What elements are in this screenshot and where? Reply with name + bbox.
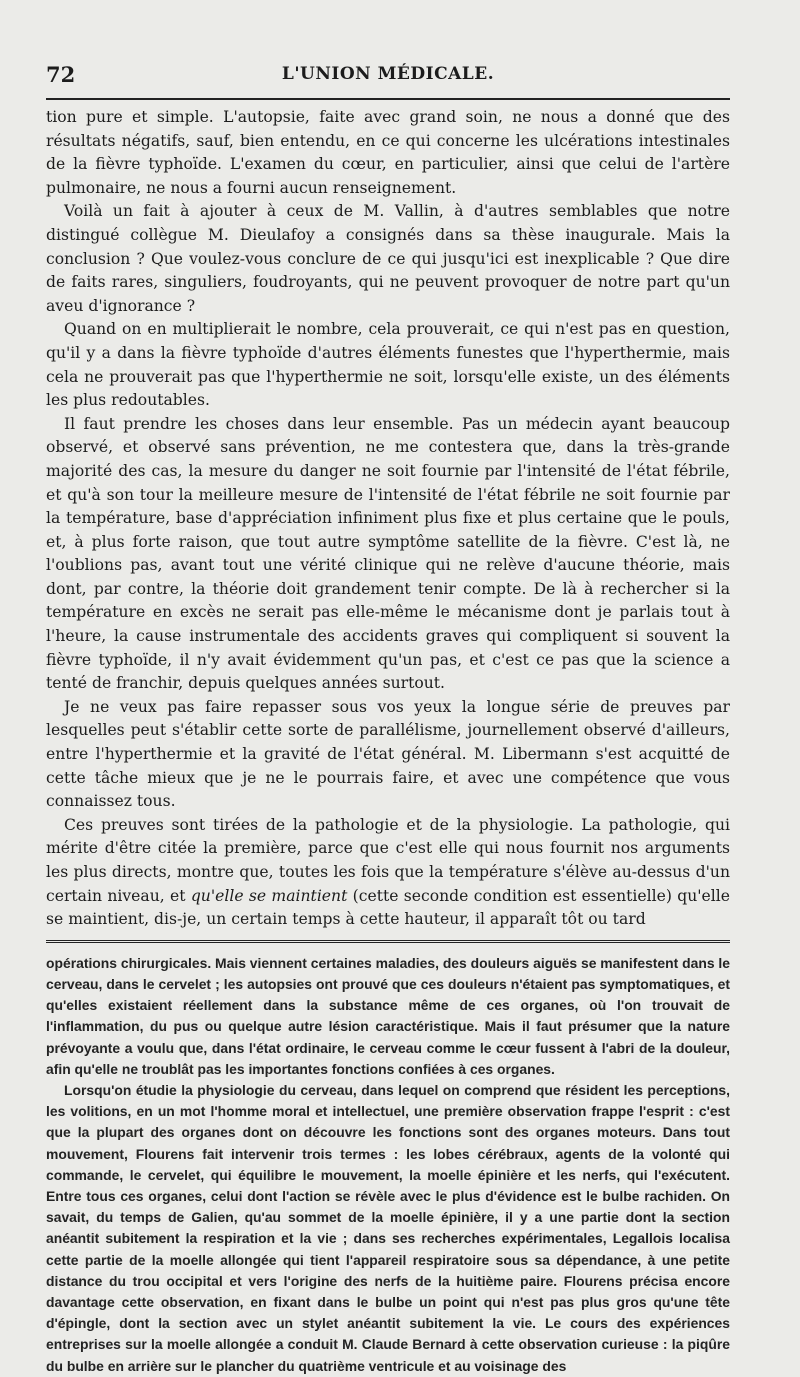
paragraph: Il faut prendre les choses dans leur ensemble. Pas un médecin ayant beaucoup observé, et observé sans prévention, ne me contestera que, dans la très-grande majorité des cas, la mesure du danger ne soit fournie par l'intensité de l'état fébrile, et qu'à son tour la meilleure mesure de l'intensité de l'état fébrile ne soit fournie par la température, base d'appréciation infiniment plus fixe et plus certaine que le pouls, et, à plus forte raison, que tout autre symptôme satellite de la fièvre. C'est là, ne l'oublions pas, avant tout une vérité clinique qui ne relève d'aucune théorie, mais dont, par contre, la théorie doit grandement tenir compte. De là à rechercher si la température en excès ne serait pas elle-même le mécanisme dont je parlais tout à l'heure, la cause instrumentale des accidents graves qui compliquent si souvent la fièvre typhoïde, il n'y avait évidemment qu'un pas, et c'est ce pas que la science a tenté de franchir, depuis quelques années surtout. xyxy=(46,414,730,693)
paragraph-text: (cette seconde condition est essentielle) qu'elle se maintient, dis-je, un certain temps à cette hauteur, il apparaît tôt ou tard xyxy=(46,886,730,929)
paragraph: Quand on en multiplierait le nombre, cela prouverait, ce qui n'est pas en question, qu'il y a dans la fièvre typhoïde d'autres éléments funestes que l'hyperthermie, mais cela ne prouverait pas que l'hyperthermie ne soit, lorsqu'elle existe, un des éléments les plus redoutables. xyxy=(46,320,730,410)
paragraph xyxy=(46,814,730,932)
page-header xyxy=(46,62,730,96)
footnote-paragraph: Lorsqu'on étudie la physiologie du cerveau, dans lequel on comprend que résident les perceptions, les volitions, en un mot l'homme moral et intellectuel, une première observation frappe l'esprit : c'est que la plupart des organes dont on découvre les fonctions sont des organes moteurs. Dans tout mouvement, Flourens fait intervenir trois termes : les lobes cérébraux, agents de la volonté qui commande, le cervelet, qui équilibre le mouvement, la moelle épinière et les nerfs, qui l'exécutent. Entre tous ces organes, celui dont l'action se révèle avec le plus d'évidence est le bulbe rachiden. On savait, du temps de Galien, qu'au sommet de la moelle épinière, il y a une partie dont la section anéantit subitement la respiration et la vie ; dans ses recherches expérimentales, Legallois localisa cette partie de la moelle allongée qui tient l'appareil respiratoire sous sa dépendance, à une petite distance du trou occipital et vers l'origine des nerfs de la huitième paire. Flourens précisa encore davantage cette observation, en fixant dans le bulbe un point qui n'est pas plus gros qu'une tête d'épingle, dont la section avec un stylet anéantit subitement la vie. Le cours des expériences entreprises sur la moelle allongée a conduit M. Claude Bernard à cette observation curieuse : la piqûre du bulbe en arrière sur le plancher du quatrième ventricule et au voisinage des xyxy=(46,1082,730,1374)
paragraph: Voilà un fait à ajouter à ceux de M. Vallin, à d'autres semblables que notre distingué collègue M. Dieulafoy a consignés dans sa thèse inaugurale. Mais la conclusion ? Que voulez-vous conclure de ce qui jusqu'ici est inexplicable ? Que dire de faits rares, singuliers, foudroyants, qui ne peuvent provoquer de notre part qu'un aveu d'ignorance ? xyxy=(46,202,730,315)
header-rule xyxy=(46,98,730,100)
footnote-paragraph: opérations chirurgicales. Mais viennent certaines maladies, des douleurs aiguës se manifestent dans le cerveau, dans le cervelet ; les autopsies ont prouvé que ces douleurs n'étaient pas symptomatiques, et qu'elles existaient réellement dans la substance même de ces organes, où l'on trouvait de l'inflammation, du pus ou quelque autre lésion caractéristique. Mais il faut présumer que la nature prévoyante a voulu que, dans l'état ordinaire, le cerveau comme le cœur fussent à l'abri de la douleur, afin qu'elle ne troublât pas les importantes fonctions confiées à ces organes. xyxy=(46,954,730,1077)
footnote-rule xyxy=(46,940,730,945)
page-number: 72 xyxy=(46,62,76,87)
main-text xyxy=(46,106,730,932)
emphasis-text: qu'elle se maintient xyxy=(190,886,348,905)
paragraph-text: Ces preuves sont tirées de la pathologie et de la physiologie. La pathologie, qui mérite d'être citée la première, parce que c'est elle qui nous fournit nos arguments les plus directs, montre que, toutes les fois que la température s'élève au-dessus d'un certain niveau, et xyxy=(46,815,730,905)
paragraph: tion pure et simple. L'autopsie, faite avec grand soin, ne nous a donné que des résultats négatifs, sauf, bien entendu, en ce qui concerne les ulcérations intestinales de la fièvre typhoïde. L'examen du cœur, en particulier, ainsi que celui de l'artère pulmonaire, ne nous a fourni aucun renseignement. xyxy=(46,108,730,197)
paragraph: Je ne veux pas faire repasser sous vos yeux la longue série de preuves par lesquelles peut s'établir cette sorte de parallélisme, journellement observé d'ailleurs, entre l'hyperthermie et la gravité de l'état général. M. Libermann s'est acquitté de cette tâche mieux que je ne le pourrais faire, et avec une compétence que vous connaissez tous. xyxy=(46,697,730,811)
running-title: L'UNION MÉDICALE. xyxy=(281,64,495,84)
footnotes xyxy=(46,953,730,1377)
